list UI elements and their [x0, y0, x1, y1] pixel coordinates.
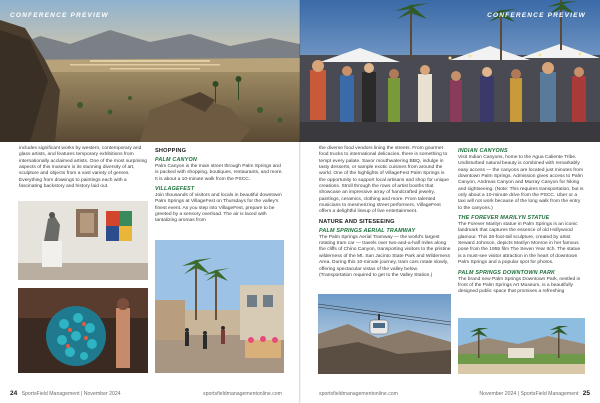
kicker-left: CONFERENCE PREVIEW [10, 12, 109, 19]
right-publication: November 2024 | SportsField Management [479, 391, 579, 397]
spread-gutter [299, 0, 301, 403]
villagefest-continued-text: the diverse food vendors lining the streets. From gourmet food trucks to international delicacies, there is something to tempt every palate. Savor mouthwatering BBQ, indulge in tasty desserts, or sample exotic cuisines from around the world. One of the highlights of VillageFest Palm Springs is the opportunity to support local artisans and shop for unique creations. Stroll through the rows of artist booths that showcase an impressive array of handcrafted jewelry, paintings, ceramics, clothing and more. From talented musicians to mesmerizing street performers, VillageFest offers a delightful lineup of live entertainment. [319, 146, 449, 215]
left-footer [10, 390, 121, 397]
palm-canyon-street-photo [155, 240, 284, 373]
left-publication: SportsField Management | November 2024 [21, 391, 121, 397]
tramway-text: The Palm Springs Aerial Tramway — the world's largest rotating tram car — travels over two-and-a-half miles along the cliffs of Chino Canyon, transporting visitors to the pristine wilderness of the Mt. San Jacinto State Park and Wilderness Area. During this 10-minute journey, tram cars rotate slowly, offering spectacular vistas of the valley below. (Transportation required to get to the Valley Station.) [319, 234, 451, 278]
right-footer-url: sportsfieldmanagementonline.com [319, 391, 399, 397]
left-page-number: 24 [10, 390, 18, 397]
downtown-park-subheading: PALM SPRINGS DOWNTOWN PARK [458, 269, 556, 276]
palm-canyon-text: Palm Canyon is the main street through Palm Springs and is packed with shopping, boutiques, restaurants, and more. It is about a 10-minute walk from the PSCC. [155, 164, 283, 182]
shopping-column [155, 146, 283, 225]
right-column-1 [319, 146, 451, 279]
villagefest-subheading: VILLAGEFEST [155, 186, 195, 193]
downtown-park-photo [458, 318, 585, 374]
glass-sculpture-photo [18, 288, 148, 373]
palm-canyon-subheading: PALM CANYON [155, 157, 197, 163]
nature-heading: NATURE AND SITESEEING [319, 218, 395, 225]
right-page [300, 0, 600, 403]
villagefest-crowd-photo [300, 0, 600, 142]
marilyn-subheading: THE FOREVER MARILYN STATUE [458, 215, 550, 222]
right-page-number: 25 [582, 390, 590, 397]
villagefest-text: Join thousands of visitors and locals in beautiful downtown Palm Springs at VillageFest on Thursdays for the valley's finest event. As you step into VillageFest, prepare to be greeted by a sensory overload. The air is laced with tantalizing aromas from [155, 193, 282, 224]
aerial-tramway-photo [318, 294, 451, 374]
left-column [19, 146, 148, 190]
kicker-right: CONFERENCE PREVIEW [487, 12, 586, 19]
museum-gallery-photo [18, 201, 148, 280]
marilyn-text: The Forever Marilyn statue in Palm Springs is an iconic landmark that captures the essence of old Hollywood glamour. This 26-foot-tall sculpture, created by artist Seward Johnson, depicts Marilyn Monroe in her famous pose from the 1955 film The Seven Year Itch. The statue is a must-see visitor attraction in the heart of downtown Palm Springs and a popular spot for photos. [458, 222, 581, 266]
shopping-heading: SHOPPING [155, 148, 187, 154]
left-footer-url: sportsfieldmanagementonline.com [203, 391, 283, 397]
intro-paragraph: includes significant works by western, contemporary and glass artists, and features temporary exhibitions from internationally acclaimed artists. One of the most surprising aspects of this museum is its stunning diversity of art, sculpture and objects from a vast variety of genres. Everything from drawings to paintings each with a fascinating backstory and history laid out. [19, 146, 148, 190]
right-column-2 [458, 146, 585, 296]
indian-canyons-subheading: INDIAN CANYONS [458, 148, 508, 154]
tramway-subheading: PALM SPRINGS AERIAL TRAMWAY [319, 227, 416, 234]
downtown-park-text: The brand new Palm Springs Downtown Park, nestled in front of the Palm Springs Art Museum, is a beautifully designed public space that promises a refreshing [458, 276, 581, 295]
right-footer [479, 390, 590, 397]
desert-overlook-photo [0, 0, 300, 142]
indian-canyons-text: Visit Indian Canyons, home to the Agua Caliente Tribe. Undisturbed natural beauty is combined with remarkably easy access — the canyons are located just minutes from downtown Palm Springs. Admission gives access to Palm Canyon, Andreas Canyon and Murray Canyon for hiking and sightseeing. (Note: This requires transportation, but is only about a 10-minute drive from the PSCC. Uber or a taxi will not work because of the long walk from the entry to the canyons.) [458, 155, 584, 211]
